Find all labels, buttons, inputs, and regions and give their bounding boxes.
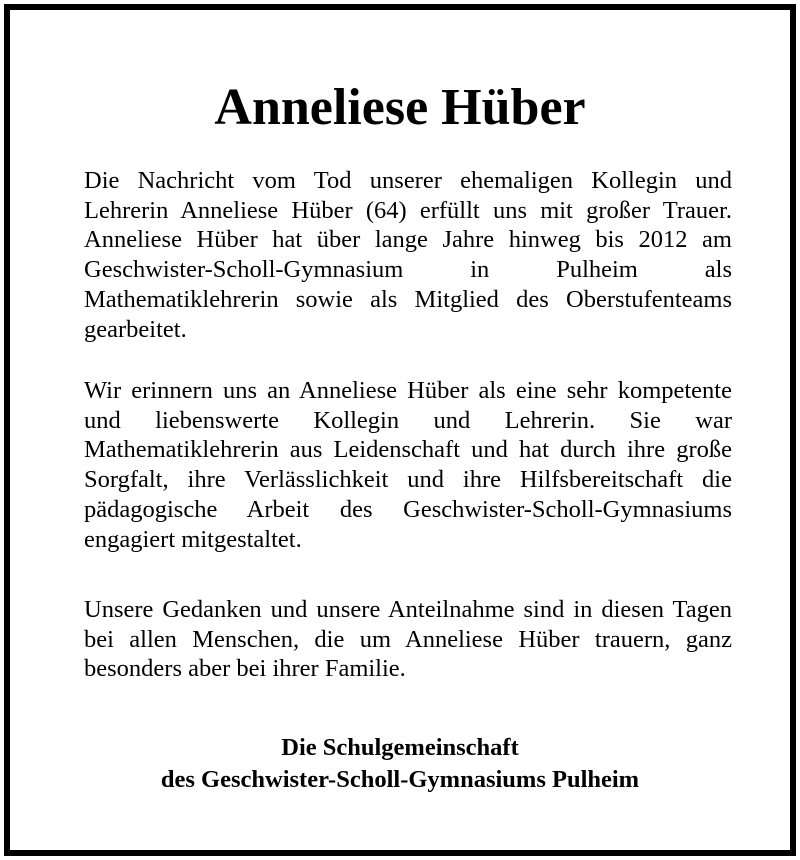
signature-block: [10, 732, 790, 796]
paragraph-1: Die Nachricht vom Tod unserer ehemaligen Kollegin und Lehrerin Anneliese Hüber (64) erfüllt uns mit großer Trauer. Anneliese Hüber hat über lange Jahre hinweg bis 2012 am Geschwister-Scholl-Gymnasium in Pulheim als Mathematiklehrerin sowie als Mitglied des Oberstufenteams gearbeitet.: [84, 167, 732, 343]
paragraph-2: Wir erinnern uns an Anneliese Hüber als eine sehr kompetente und liebenswerte Kollegin und Lehrerin. Sie war Mathematiklehrerin aus Leidenschaft und hat durch ihre große Sorgfalt, ihre Verlässlichkeit und ihre Hilfsbereitschaft die pädagogische Arbeit des Geschwister-Scholl-Gymnasiums engagiert mitgestaltet.: [84, 377, 732, 553]
signature-line-1: Die Schulgemeinschaft: [281, 734, 519, 761]
obituary-frame: [4, 4, 796, 856]
notice-title: Anneliese Hüber: [214, 79, 586, 136]
paragraph-3: Unsere Gedanken und unsere Anteilnahme sind in diesen Tagen bei allen Menschen, die um Anneliese Hüber trauern, ganz besonders aber bei ihrer Familie.: [84, 596, 732, 683]
signature-line-2: des Geschwister-Scholl-Gymnasiums Pulheim: [160, 766, 640, 793]
